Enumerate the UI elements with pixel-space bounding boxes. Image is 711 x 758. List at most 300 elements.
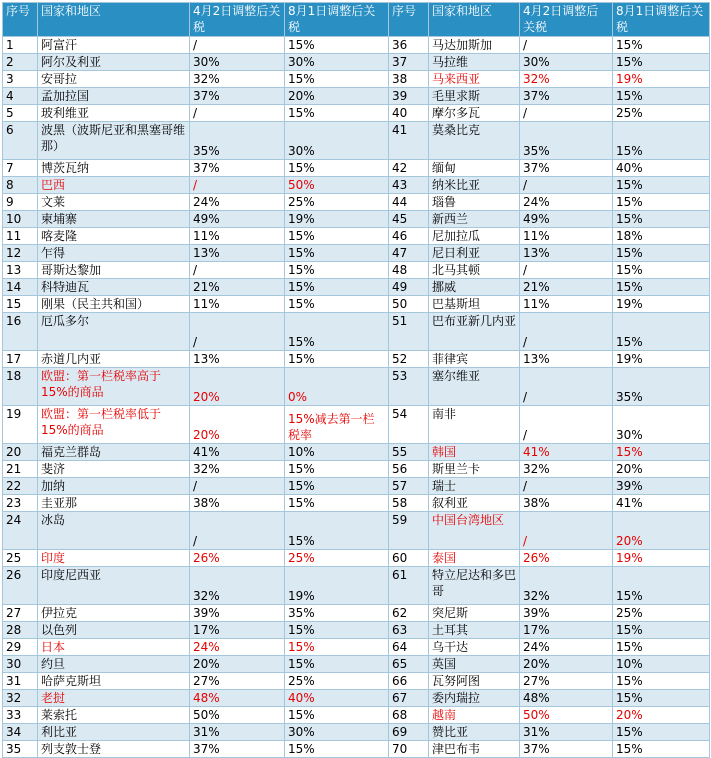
right-index-cell: 64	[389, 639, 429, 656]
right-aug-tariff-cell: 15%	[613, 211, 710, 228]
left-index-cell: 31	[3, 673, 38, 690]
right-aug-tariff-cell: 15%	[613, 122, 710, 160]
left-aug-tariff-cell: 25%	[285, 673, 389, 690]
left-country-cell: 哥斯达黎加	[38, 262, 190, 279]
table-row	[3, 605, 710, 622]
left-aug-tariff-cell: 15%	[285, 622, 389, 639]
right-aug-tariff-cell: 35%	[613, 368, 710, 406]
left-aug-tariff-cell: 25%	[285, 550, 389, 567]
right-apr-tariff-cell: 35%	[520, 122, 613, 160]
right-country-cell: 巴布亚新几内亚	[429, 313, 520, 351]
left-index-cell: 19	[3, 406, 38, 444]
table-row	[3, 177, 710, 194]
left-apr-tariff-cell: /	[190, 105, 285, 122]
right-aug-tariff-cell: 15%	[613, 622, 710, 639]
right-aug-tariff-cell: 19%	[613, 296, 710, 313]
right-apr-tariff-cell: 38%	[520, 495, 613, 512]
right-country-cell: 瑙鲁	[429, 194, 520, 211]
header-apr-tariff-right: 4月2日调整后关税	[520, 3, 613, 37]
right-country-cell: 突尼斯	[429, 605, 520, 622]
left-apr-tariff-cell: 20%	[190, 656, 285, 673]
right-aug-tariff-cell: 25%	[613, 105, 710, 122]
left-country-cell: 福克兰群岛	[38, 444, 190, 461]
left-index-cell: 7	[3, 160, 38, 177]
right-aug-tariff-cell: 20%	[613, 707, 710, 724]
table-row	[3, 622, 710, 639]
left-apr-tariff-cell: 32%	[190, 71, 285, 88]
left-apr-tariff-cell: 11%	[190, 296, 285, 313]
left-country-cell: 柬埔寨	[38, 211, 190, 228]
left-aug-tariff-cell: 15%	[285, 512, 389, 550]
table-row	[3, 478, 710, 495]
left-country-cell: 以色列	[38, 622, 190, 639]
left-country-cell: 印度	[38, 550, 190, 567]
right-index-cell: 45	[389, 211, 429, 228]
right-aug-tariff-cell: 15%	[613, 177, 710, 194]
table-row	[3, 313, 710, 351]
left-apr-tariff-cell: 24%	[190, 639, 285, 656]
left-apr-tariff-cell: 24%	[190, 194, 285, 211]
right-apr-tariff-cell: 11%	[520, 296, 613, 313]
right-aug-tariff-cell: 15%	[613, 279, 710, 296]
right-apr-tariff-cell: 39%	[520, 605, 613, 622]
right-apr-tariff-cell: /	[520, 406, 613, 444]
left-apr-tariff-cell: 13%	[190, 351, 285, 368]
left-country-cell: 文莱	[38, 194, 190, 211]
left-apr-tariff-cell: 48%	[190, 690, 285, 707]
right-index-cell: 50	[389, 296, 429, 313]
table-row	[3, 228, 710, 245]
left-index-cell: 28	[3, 622, 38, 639]
table-row	[3, 550, 710, 567]
right-country-cell: 巴基斯坦	[429, 296, 520, 313]
right-index-cell: 44	[389, 194, 429, 211]
left-country-cell: 阿尔及利亚	[38, 54, 190, 71]
left-index-cell: 30	[3, 656, 38, 673]
left-aug-tariff-cell: 15%	[285, 707, 389, 724]
right-apr-tariff-cell: 24%	[520, 194, 613, 211]
right-aug-tariff-cell: 15%	[613, 673, 710, 690]
table-row	[3, 71, 710, 88]
right-country-cell: 马达加斯加	[429, 37, 520, 54]
left-apr-tariff-cell: 17%	[190, 622, 285, 639]
left-index-cell: 9	[3, 194, 38, 211]
right-aug-tariff-cell: 20%	[613, 461, 710, 478]
right-aug-tariff-cell: 10%	[613, 656, 710, 673]
left-country-cell: 冰岛	[38, 512, 190, 550]
left-country-cell: 乍得	[38, 245, 190, 262]
left-index-cell: 8	[3, 177, 38, 194]
left-aug-tariff-cell: 30%	[285, 724, 389, 741]
left-apr-tariff-cell: /	[190, 37, 285, 54]
left-aug-tariff-cell: 30%	[285, 54, 389, 71]
left-country-cell: 玻利维亚	[38, 105, 190, 122]
left-aug-tariff-cell: 50%	[285, 177, 389, 194]
right-aug-tariff-cell: 15%	[613, 444, 710, 461]
left-country-cell: 日本	[38, 639, 190, 656]
table-row	[3, 673, 710, 690]
right-country-cell: 叙利亚	[429, 495, 520, 512]
right-apr-tariff-cell: /	[520, 478, 613, 495]
left-aug-tariff-cell: 15%	[285, 279, 389, 296]
right-country-cell: 瑞士	[429, 478, 520, 495]
left-index-cell: 34	[3, 724, 38, 741]
right-index-cell: 39	[389, 88, 429, 105]
right-apr-tariff-cell: /	[520, 37, 613, 54]
right-index-cell: 47	[389, 245, 429, 262]
right-apr-tariff-cell: 21%	[520, 279, 613, 296]
right-apr-tariff-cell: 50%	[520, 707, 613, 724]
left-apr-tariff-cell: 26%	[190, 550, 285, 567]
left-index-cell: 4	[3, 88, 38, 105]
table-row	[3, 194, 710, 211]
right-aug-tariff-cell: 15%	[613, 245, 710, 262]
left-aug-tariff-cell: 19%	[285, 211, 389, 228]
right-apr-tariff-cell: /	[520, 262, 613, 279]
right-index-cell: 67	[389, 690, 429, 707]
right-apr-tariff-cell: 26%	[520, 550, 613, 567]
left-index-cell: 33	[3, 707, 38, 724]
left-aug-tariff-cell: 15%	[285, 656, 389, 673]
left-apr-tariff-cell: /	[190, 512, 285, 550]
right-apr-tariff-cell: /	[520, 177, 613, 194]
right-index-cell: 65	[389, 656, 429, 673]
right-index-cell: 61	[389, 567, 429, 605]
right-index-cell: 58	[389, 495, 429, 512]
left-apr-tariff-cell: 38%	[190, 495, 285, 512]
right-country-cell: 泰国	[429, 550, 520, 567]
right-index-cell: 37	[389, 54, 429, 71]
right-index-cell: 66	[389, 673, 429, 690]
left-aug-tariff-cell: 15%	[285, 351, 389, 368]
right-index-cell: 49	[389, 279, 429, 296]
right-apr-tariff-cell: 11%	[520, 228, 613, 245]
left-index-cell: 26	[3, 567, 38, 605]
right-aug-tariff-cell: 15%	[613, 88, 710, 105]
right-country-cell: 乌干达	[429, 639, 520, 656]
right-apr-tariff-cell: 17%	[520, 622, 613, 639]
left-index-cell: 25	[3, 550, 38, 567]
right-apr-tariff-cell: /	[520, 512, 613, 550]
table-row	[3, 707, 710, 724]
right-apr-tariff-cell: 20%	[520, 656, 613, 673]
right-aug-tariff-cell: 15%	[613, 37, 710, 54]
right-index-cell: 56	[389, 461, 429, 478]
left-country-cell: 欧盟：第一栏税率高于15%的商品	[38, 368, 190, 406]
left-index-cell: 2	[3, 54, 38, 71]
right-aug-tariff-cell: 40%	[613, 160, 710, 177]
right-aug-tariff-cell: 15%	[613, 724, 710, 741]
left-country-cell: 欧盟：第一栏税率低于15%的商品	[38, 406, 190, 444]
left-index-cell: 12	[3, 245, 38, 262]
left-aug-tariff-cell: 0%	[285, 368, 389, 406]
right-index-cell: 51	[389, 313, 429, 351]
left-aug-tariff-cell: 15%	[285, 313, 389, 351]
left-country-cell: 印度尼西亚	[38, 567, 190, 605]
left-index-cell: 24	[3, 512, 38, 550]
right-aug-tariff-cell: 15%	[613, 313, 710, 351]
right-aug-tariff-cell: 19%	[613, 351, 710, 368]
table-row	[3, 262, 710, 279]
right-country-cell: 中国台湾地区	[429, 512, 520, 550]
right-country-cell: 韩国	[429, 444, 520, 461]
right-country-cell: 纳米比亚	[429, 177, 520, 194]
right-index-cell: 40	[389, 105, 429, 122]
right-country-cell: 英国	[429, 656, 520, 673]
left-country-cell: 厄瓜多尔	[38, 313, 190, 351]
left-country-cell: 赤道几内亚	[38, 351, 190, 368]
table-row	[3, 406, 710, 444]
left-aug-tariff-cell: 30%	[285, 122, 389, 160]
tariff-table	[2, 2, 710, 758]
left-index-cell: 17	[3, 351, 38, 368]
table-row	[3, 245, 710, 262]
table-body	[3, 37, 710, 758]
table-row	[3, 160, 710, 177]
left-country-cell: 巴西	[38, 177, 190, 194]
right-index-cell: 42	[389, 160, 429, 177]
right-apr-tariff-cell: 30%	[520, 54, 613, 71]
table-row	[3, 512, 710, 550]
right-country-cell: 莫桑比克	[429, 122, 520, 160]
left-apr-tariff-cell: /	[190, 262, 285, 279]
right-apr-tariff-cell: 41%	[520, 444, 613, 461]
left-country-cell: 老挝	[38, 690, 190, 707]
right-index-cell: 52	[389, 351, 429, 368]
left-country-cell: 孟加拉国	[38, 88, 190, 105]
right-apr-tariff-cell: 32%	[520, 71, 613, 88]
table-row	[3, 690, 710, 707]
right-index-cell: 38	[389, 71, 429, 88]
right-aug-tariff-cell: 15%	[613, 194, 710, 211]
right-apr-tariff-cell: 37%	[520, 741, 613, 758]
left-apr-tariff-cell: 49%	[190, 211, 285, 228]
table-row	[3, 724, 710, 741]
right-country-cell: 土耳其	[429, 622, 520, 639]
table-row	[3, 279, 710, 296]
left-country-cell: 刚果（民主共和国）	[38, 296, 190, 313]
left-country-cell: 哈萨克斯坦	[38, 673, 190, 690]
right-apr-tariff-cell: 13%	[520, 245, 613, 262]
header-aug-tariff-left: 8月1日调整后关税	[285, 3, 389, 37]
right-aug-tariff-cell: 39%	[613, 478, 710, 495]
right-apr-tariff-cell: /	[520, 368, 613, 406]
table-row	[3, 461, 710, 478]
right-index-cell: 63	[389, 622, 429, 639]
table-row	[3, 351, 710, 368]
header-country-right: 国家和地区	[429, 3, 520, 37]
right-index-cell: 60	[389, 550, 429, 567]
right-country-cell: 瓦努阿图	[429, 673, 520, 690]
right-apr-tariff-cell: 24%	[520, 639, 613, 656]
left-index-cell: 29	[3, 639, 38, 656]
right-aug-tariff-cell: 19%	[613, 71, 710, 88]
right-index-cell: 62	[389, 605, 429, 622]
left-aug-tariff-cell: 10%	[285, 444, 389, 461]
right-country-cell: 塞尔维亚	[429, 368, 520, 406]
left-apr-tariff-cell: /	[190, 478, 285, 495]
left-country-cell: 喀麦隆	[38, 228, 190, 245]
table-row	[3, 105, 710, 122]
left-aug-tariff-cell: 15%	[285, 228, 389, 245]
left-country-cell: 波黑（波斯尼亚和黑塞哥维那）	[38, 122, 190, 160]
left-country-cell: 博茨瓦纳	[38, 160, 190, 177]
left-apr-tariff-cell: 41%	[190, 444, 285, 461]
left-aug-tariff-cell: 15%	[285, 71, 389, 88]
right-index-cell: 46	[389, 228, 429, 245]
right-apr-tariff-cell: 48%	[520, 690, 613, 707]
right-apr-tariff-cell: 31%	[520, 724, 613, 741]
right-index-cell: 70	[389, 741, 429, 758]
table-row	[3, 444, 710, 461]
right-country-cell: 马拉维	[429, 54, 520, 71]
left-aug-tariff-cell: 15%	[285, 160, 389, 177]
left-aug-tariff-cell: 15%	[285, 478, 389, 495]
right-country-cell: 特立尼达和多巴哥	[429, 567, 520, 605]
right-index-cell: 53	[389, 368, 429, 406]
right-country-cell: 挪威	[429, 279, 520, 296]
left-index-cell: 13	[3, 262, 38, 279]
left-apr-tariff-cell: 37%	[190, 160, 285, 177]
left-apr-tariff-cell: 27%	[190, 673, 285, 690]
right-country-cell: 新西兰	[429, 211, 520, 228]
table-row	[3, 54, 710, 71]
right-apr-tariff-cell: 13%	[520, 351, 613, 368]
header-index-right: 序号	[389, 3, 429, 37]
left-apr-tariff-cell: 50%	[190, 707, 285, 724]
left-aug-tariff-cell: 15%	[285, 741, 389, 758]
left-index-cell: 15	[3, 296, 38, 313]
right-country-cell: 尼加拉瓜	[429, 228, 520, 245]
left-apr-tariff-cell: 11%	[190, 228, 285, 245]
left-country-cell: 莱索托	[38, 707, 190, 724]
left-aug-tariff-cell: 15%	[285, 461, 389, 478]
header-aug-tariff-right: 8月1日调整后关税	[613, 3, 710, 37]
left-country-cell: 利比亚	[38, 724, 190, 741]
left-aug-tariff-cell: 15%	[285, 639, 389, 656]
table-row	[3, 741, 710, 758]
right-country-cell: 北马其顿	[429, 262, 520, 279]
table-row	[3, 122, 710, 160]
left-aug-tariff-cell: 20%	[285, 88, 389, 105]
right-aug-tariff-cell: 18%	[613, 228, 710, 245]
left-country-cell: 斐济	[38, 461, 190, 478]
table-row	[3, 37, 710, 54]
left-aug-tariff-cell: 15%	[285, 37, 389, 54]
left-aug-tariff-cell: 15%	[285, 296, 389, 313]
right-index-cell: 69	[389, 724, 429, 741]
right-aug-tariff-cell: 19%	[613, 550, 710, 567]
right-apr-tariff-cell: /	[520, 105, 613, 122]
left-index-cell: 3	[3, 71, 38, 88]
table-row	[3, 211, 710, 228]
left-aug-tariff-cell: 15%	[285, 105, 389, 122]
left-index-cell: 6	[3, 122, 38, 160]
left-country-cell: 列支敦士登	[38, 741, 190, 758]
left-index-cell: 27	[3, 605, 38, 622]
right-country-cell: 菲律宾	[429, 351, 520, 368]
left-apr-tariff-cell: 30%	[190, 54, 285, 71]
left-apr-tariff-cell: 35%	[190, 122, 285, 160]
right-apr-tariff-cell: 49%	[520, 211, 613, 228]
left-apr-tariff-cell: 32%	[190, 567, 285, 605]
left-apr-tariff-cell: /	[190, 177, 285, 194]
right-country-cell: 摩尔多瓦	[429, 105, 520, 122]
right-apr-tariff-cell: 32%	[520, 567, 613, 605]
right-index-cell: 54	[389, 406, 429, 444]
right-country-cell: 尼日利亚	[429, 245, 520, 262]
left-country-cell: 圭亚那	[38, 495, 190, 512]
right-index-cell: 59	[389, 512, 429, 550]
right-country-cell: 赞比亚	[429, 724, 520, 741]
left-apr-tariff-cell: 32%	[190, 461, 285, 478]
left-aug-tariff-cell: 15%	[285, 262, 389, 279]
left-apr-tariff-cell: 37%	[190, 741, 285, 758]
right-country-cell: 南非	[429, 406, 520, 444]
right-country-cell: 委内瑞拉	[429, 690, 520, 707]
left-country-cell: 加纳	[38, 478, 190, 495]
left-aug-tariff-cell: 25%	[285, 194, 389, 211]
table-row	[3, 639, 710, 656]
right-apr-tariff-cell: 37%	[520, 88, 613, 105]
right-aug-tariff-cell: 15%	[613, 54, 710, 71]
table-row	[3, 656, 710, 673]
right-index-cell: 43	[389, 177, 429, 194]
table-row	[3, 296, 710, 313]
right-aug-tariff-cell: 15%	[613, 690, 710, 707]
left-aug-tariff-cell: 40%	[285, 690, 389, 707]
table-row	[3, 88, 710, 105]
right-apr-tariff-cell: 32%	[520, 461, 613, 478]
table-row	[3, 567, 710, 605]
left-index-cell: 16	[3, 313, 38, 351]
right-country-cell: 毛里求斯	[429, 88, 520, 105]
right-aug-tariff-cell: 15%	[613, 567, 710, 605]
header-apr-tariff-left: 4月2日调整后关税	[190, 3, 285, 37]
left-index-cell: 14	[3, 279, 38, 296]
table-row	[3, 495, 710, 512]
left-aug-tariff-cell: 15%	[285, 495, 389, 512]
right-aug-tariff-cell: 30%	[613, 406, 710, 444]
right-index-cell: 48	[389, 262, 429, 279]
left-apr-tariff-cell: /	[190, 313, 285, 351]
left-apr-tariff-cell: 21%	[190, 279, 285, 296]
table-row	[3, 368, 710, 406]
left-index-cell: 18	[3, 368, 38, 406]
right-aug-tariff-cell: 20%	[613, 512, 710, 550]
right-apr-tariff-cell: /	[520, 313, 613, 351]
right-aug-tariff-cell: 15%	[613, 639, 710, 656]
left-index-cell: 23	[3, 495, 38, 512]
left-index-cell: 5	[3, 105, 38, 122]
right-apr-tariff-cell: 27%	[520, 673, 613, 690]
left-country-cell: 约旦	[38, 656, 190, 673]
right-apr-tariff-cell: 37%	[520, 160, 613, 177]
right-aug-tariff-cell: 25%	[613, 605, 710, 622]
right-index-cell: 41	[389, 122, 429, 160]
left-index-cell: 35	[3, 741, 38, 758]
left-aug-tariff-cell: 15%减去第一栏税率	[285, 406, 389, 444]
right-country-cell: 越南	[429, 707, 520, 724]
left-country-cell: 阿富汗	[38, 37, 190, 54]
left-apr-tariff-cell: 37%	[190, 88, 285, 105]
right-aug-tariff-cell: 15%	[613, 262, 710, 279]
left-apr-tariff-cell: 20%	[190, 368, 285, 406]
left-aug-tariff-cell: 19%	[285, 567, 389, 605]
right-country-cell: 津巴布韦	[429, 741, 520, 758]
right-index-cell: 36	[389, 37, 429, 54]
left-country-cell: 安哥拉	[38, 71, 190, 88]
